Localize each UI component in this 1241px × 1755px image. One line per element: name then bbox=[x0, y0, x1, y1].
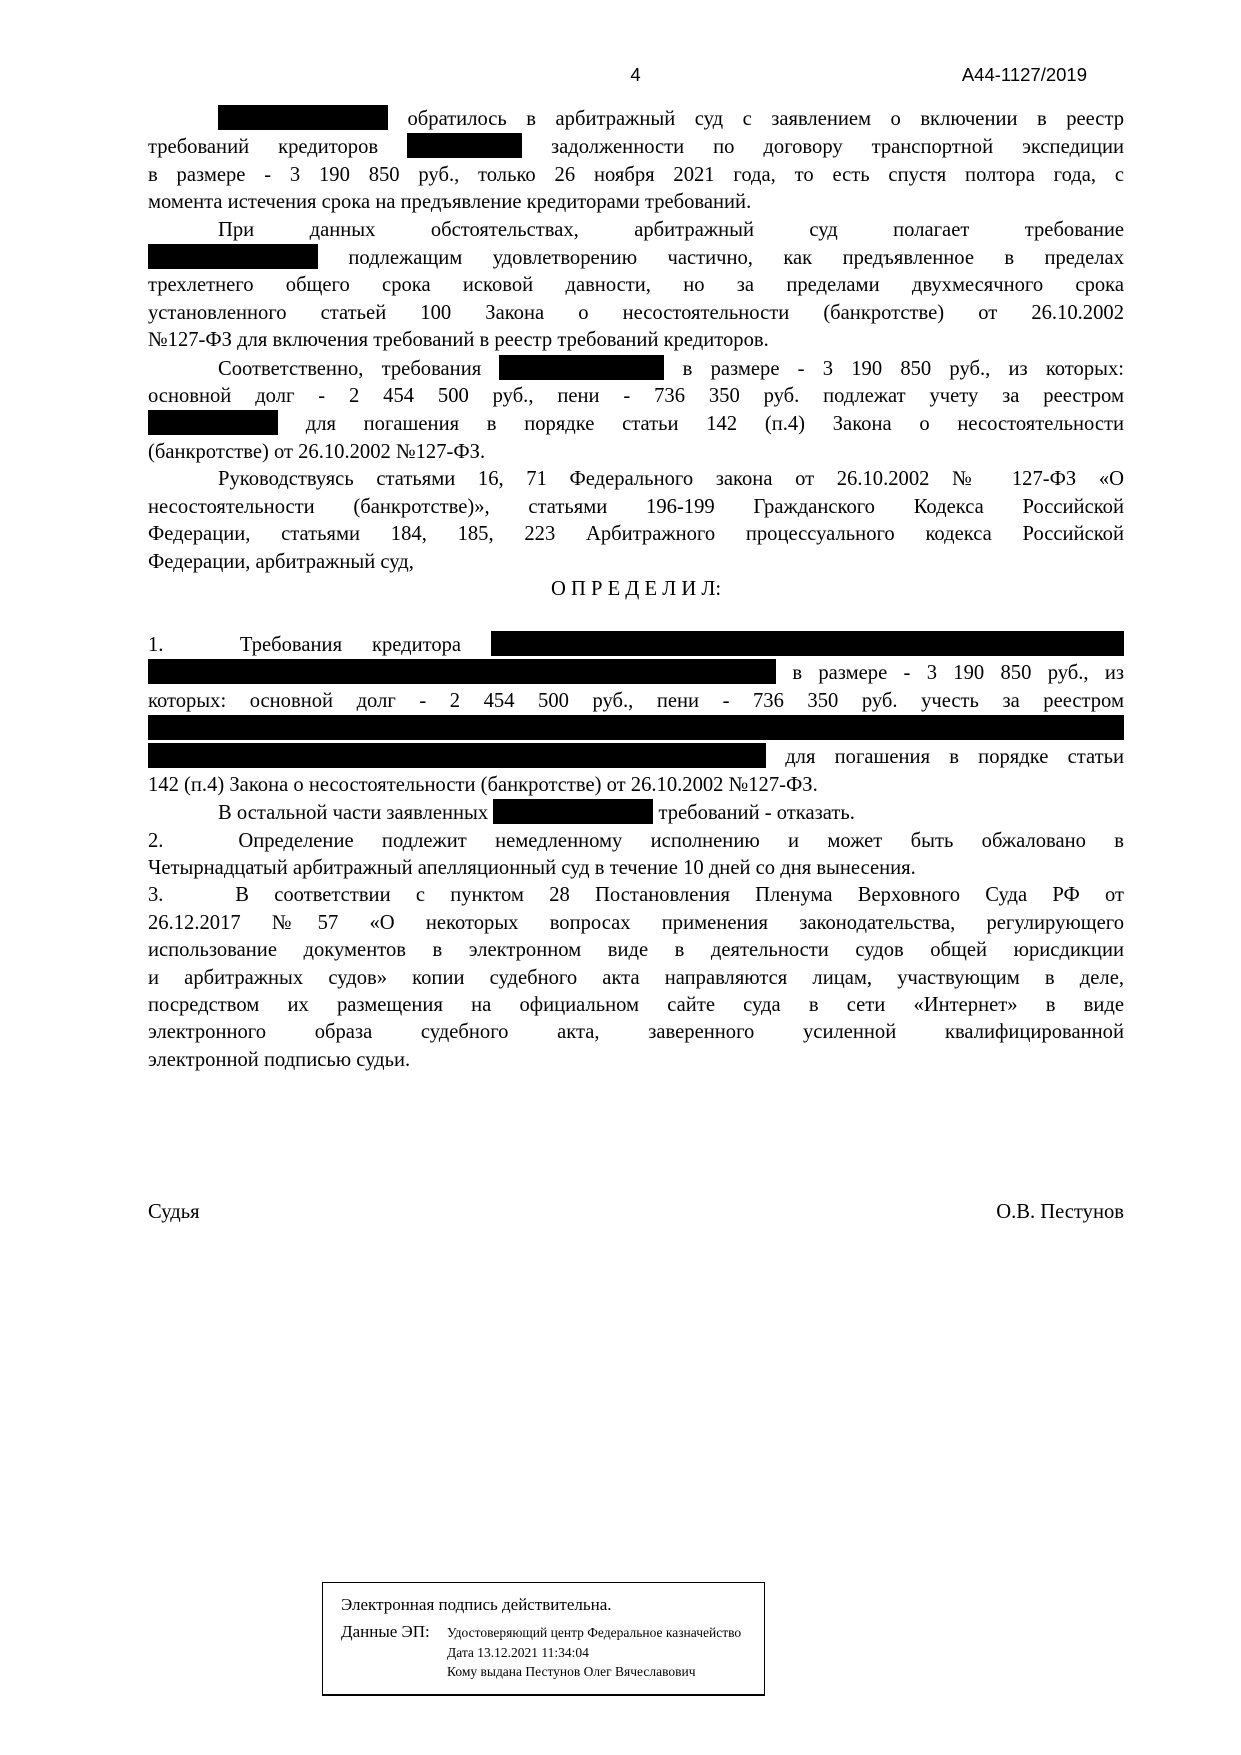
text-segment: В остальной части заявленных bbox=[218, 802, 489, 825]
text-line bbox=[148, 855, 1124, 882]
text-line bbox=[148, 300, 1124, 327]
text-segment: Определение подлежит немедленному исполнению и может быть обжаловано в bbox=[238, 829, 1124, 852]
text-line bbox=[148, 772, 1124, 799]
redaction-bar bbox=[148, 743, 766, 768]
item-3 bbox=[148, 882, 1124, 1074]
redaction-bar bbox=[148, 659, 776, 684]
text-line bbox=[148, 603, 1124, 630]
signature-data-label: Данные ЭП: bbox=[341, 1622, 430, 1641]
case-number: А44-1127/2019 bbox=[961, 64, 1087, 85]
text-segment: (банкротстве) от 26.10.2002 №127-ФЗ. bbox=[148, 440, 486, 463]
redaction-bar bbox=[148, 410, 278, 435]
text-line bbox=[148, 217, 1124, 244]
text-segment: Руководствуясь статьями 16, 71 Федерального закона от 26.10.2002 № 127-ФЗ «О bbox=[218, 468, 1124, 491]
text-line bbox=[148, 910, 1124, 937]
text-segment: для погашения в порядке статьи bbox=[785, 746, 1124, 769]
text-segment: для погашения в порядке статьи 142 (п.4) Закона о несостоятельности bbox=[305, 413, 1124, 436]
text-segment: посредством их размещения на официальном сайте суда в сети «Интернет» в виде bbox=[148, 994, 1124, 1016]
text-segment: основной долг - 2 454 500 руб., пени - 736 350 руб. подлежат учету за реестром bbox=[148, 385, 1124, 408]
text-segment: и арбитражных судов» копии судебного акта направляются лицам, участвующим в деле, bbox=[148, 966, 1124, 989]
text-segment: При данных обстоятельствах, арбитражный суд полагает требование bbox=[218, 218, 1124, 241]
text-segment: подлежащим удовлетворению частично, как предъявленное в пределах bbox=[348, 247, 1124, 270]
text-line bbox=[148, 1019, 1124, 1046]
text-line bbox=[148, 799, 1124, 827]
text-segment: момента истечения срока на предъявление кредиторами требований. bbox=[148, 191, 752, 214]
text-segment: электронного образа судебного акта, заверенного усиленной квалифицированной bbox=[148, 1021, 1124, 1044]
text-segment: 26.12.2017 №57 «О некоторых вопросах применения законодательства, регулирующего bbox=[148, 911, 1124, 934]
list-number: 1. bbox=[148, 633, 164, 656]
text-segment: требований - отказать. bbox=[658, 802, 855, 825]
text-segment: задолженности по договору транспортной экспедиции bbox=[551, 136, 1125, 159]
signature-authority: Удостоверяющий центр Федеральное казначейство bbox=[447, 1625, 742, 1640]
text-line bbox=[148, 439, 1124, 466]
text-line bbox=[148, 355, 1124, 383]
text-segment: Федерации, статьями 184, 185, 223 Арбитражного процессуального кодекса Российской bbox=[148, 523, 1124, 546]
text-segment: в размере - 3 190 850 руб., только 26 ноября 2021 года, то есть спустя полтора года, с bbox=[148, 163, 1124, 186]
redaction-bar bbox=[148, 715, 1124, 740]
text-segment: В соответствии с пунктом 28 Постановления Пленума Верховного Суда РФ от bbox=[235, 884, 1125, 907]
text-segment: требований кредиторов bbox=[148, 136, 379, 159]
signature-issued-to: Кому выдана Пестунов Олег Вячеславович bbox=[447, 1664, 696, 1679]
paragraph-3 bbox=[148, 355, 1124, 467]
document-body bbox=[148, 105, 1124, 1227]
text-line bbox=[148, 688, 1124, 715]
paragraph-1 bbox=[148, 105, 1124, 217]
text-line bbox=[148, 549, 1124, 576]
page-header bbox=[148, 62, 1123, 88]
redaction-bar bbox=[218, 105, 388, 130]
judge-signature-row bbox=[148, 1199, 1124, 1226]
item-1 bbox=[148, 631, 1124, 828]
resolution-heading bbox=[148, 576, 1124, 631]
redaction-bar bbox=[499, 355, 664, 380]
text-segment: установленного статьей 100 Закона о несостоятельности (банкротстве) от 26.10.2002 bbox=[148, 301, 1124, 324]
text-line bbox=[148, 410, 1124, 438]
text-segment: которых: основной долг - 2 454 500 руб., пени - 736 350 руб. учесть за реестром bbox=[148, 689, 1124, 712]
text-line bbox=[148, 327, 1124, 354]
text-segment: Требования кредитора bbox=[239, 633, 462, 656]
text-segment: использование документов в электронном виде в деятельности судов общей юрисдикции bbox=[148, 939, 1124, 962]
text-line bbox=[148, 162, 1124, 189]
text-line bbox=[148, 992, 1124, 1019]
text-segment: Соответственно, требования bbox=[218, 357, 482, 380]
text-line bbox=[148, 743, 1124, 771]
text-line bbox=[148, 659, 1124, 687]
text-line bbox=[148, 383, 1124, 410]
page-number: 4 bbox=[630, 64, 641, 85]
text-line bbox=[148, 882, 1124, 909]
redaction-bar bbox=[407, 133, 522, 158]
electronic-signature-box bbox=[322, 1582, 765, 1696]
signature-status-text: Электронная подпись действительна. bbox=[341, 1595, 612, 1614]
text-line bbox=[148, 631, 1124, 659]
text-segment: №127-ФЗ для включения требований в реестр требований кредиторов. bbox=[148, 329, 769, 352]
text-segment: трехлетнего общего срока исковой давности, но за пределами двухмесячного срока bbox=[148, 274, 1124, 297]
text-line bbox=[148, 272, 1124, 299]
paragraph-4 bbox=[148, 466, 1124, 576]
text-line bbox=[148, 105, 1124, 133]
text-line bbox=[148, 494, 1124, 521]
text-line bbox=[148, 1047, 1124, 1074]
text-line bbox=[148, 521, 1124, 548]
text-line bbox=[148, 133, 1124, 161]
text-segment: электронной подписью судьи. bbox=[148, 1048, 411, 1071]
text-segment: 142 (п.4) Закона о несостоятельности (банкротстве) от 26.10.2002 №127-ФЗ. bbox=[148, 773, 818, 796]
signature-details bbox=[447, 1621, 741, 1682]
text-segment: в размере - 3 190 850 руб., из bbox=[792, 662, 1124, 685]
text-segment: Федерации, арбитражный суд, bbox=[148, 550, 414, 573]
item-2 bbox=[148, 828, 1124, 883]
judge-role-label: Судья bbox=[148, 1201, 200, 1224]
text-segment: несостоятельности (банкротстве)», статьями 196-199 Гражданского Кодекса Российской bbox=[148, 495, 1124, 518]
list-number: 2. bbox=[148, 829, 164, 852]
text-line bbox=[148, 466, 1124, 493]
redaction-bar bbox=[493, 799, 653, 824]
redaction-bar bbox=[148, 244, 318, 269]
text-segment: О П Р Е Д Е Л И Л: bbox=[550, 577, 722, 600]
text-line bbox=[148, 576, 1124, 603]
redaction-bar bbox=[491, 631, 1124, 656]
paragraph-2 bbox=[148, 217, 1124, 355]
text-line bbox=[148, 828, 1124, 855]
list-number: 3. bbox=[148, 884, 164, 907]
judge-name: О.В. Пестунов bbox=[996, 1201, 1124, 1224]
text-line bbox=[148, 937, 1124, 964]
text-line bbox=[148, 715, 1124, 743]
signature-data-row bbox=[341, 1621, 750, 1682]
text-segment: Четырнадцатый арбитражный апелляционный суд в течение 10 дней со дня вынесения. bbox=[148, 856, 916, 879]
text-line bbox=[148, 965, 1124, 992]
text-line bbox=[148, 244, 1124, 272]
signature-date: Дата 13.12.2021 11:34:04 bbox=[447, 1644, 589, 1660]
text-segment: обратилось в арбитражный суд с заявлением о включении в реестр bbox=[407, 108, 1124, 130]
text-segment: в размере - 3 190 850 руб., из которых: bbox=[682, 357, 1124, 380]
text-line bbox=[148, 189, 1124, 216]
